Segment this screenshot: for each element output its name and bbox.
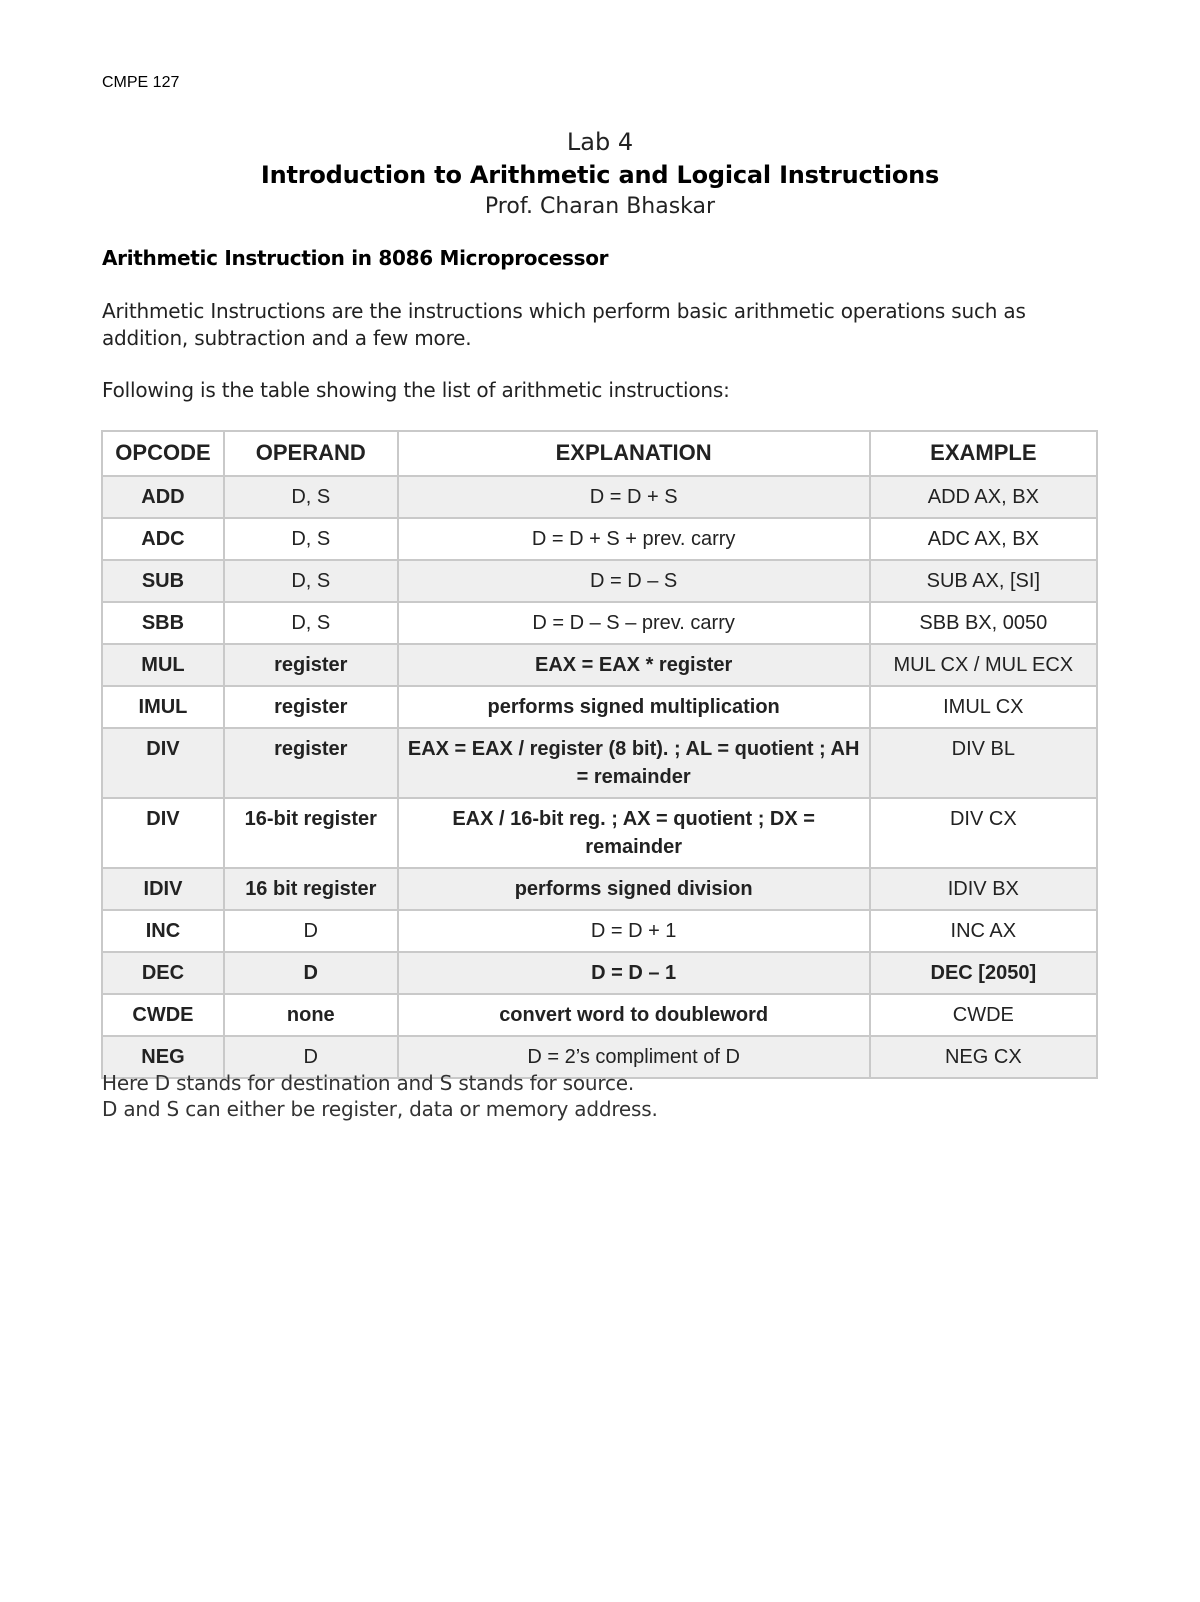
cell-example: DIV BL (870, 728, 1097, 798)
lab-title: Introduction to Arithmetic and Logical Instructions (260, 161, 940, 189)
cell-example: ADC AX, BX (870, 518, 1097, 560)
cell-opcode: ADD (102, 476, 224, 518)
cell-operand: D, S (224, 518, 398, 560)
cell-example: DEC [2050] (870, 952, 1097, 994)
cell-opcode: NEG (102, 1036, 224, 1078)
cell-operand: 16-bit register (224, 798, 398, 868)
cell-example: INC AX (870, 910, 1097, 952)
cell-explanation: EAX / 16-bit reg. ; AX = quotient ; DX = remainder (398, 798, 870, 868)
cell-explanation: EAX = EAX * register (398, 644, 870, 686)
table-header-row (102, 431, 1097, 476)
table-row (102, 798, 1097, 868)
cell-operand: register (224, 644, 398, 686)
header-explanation: EXPLANATION (398, 431, 870, 476)
cell-operand: register (224, 686, 398, 728)
lab-header (0, 126, 1200, 222)
cell-opcode: IMUL (102, 686, 224, 728)
cell-example: ADD AX, BX (870, 476, 1097, 518)
cell-explanation: performs signed multiplication (398, 686, 870, 728)
cell-operand: register (224, 728, 398, 798)
table-row (102, 560, 1097, 602)
cell-operand: D (224, 910, 398, 952)
cell-explanation: performs signed division (398, 868, 870, 910)
intro-paragraph: Arithmetic Instructions are the instructions which perform basic arithmetic operations such as addition, subtraction and a few more. (102, 299, 1026, 350)
table-row (102, 476, 1097, 518)
footnotes (102, 1070, 658, 1122)
cell-explanation: EAX = EAX / register (8 bit). ; AL = quotient ; AH = remainder (398, 728, 870, 798)
table-row (102, 602, 1097, 644)
cell-opcode: DIV (102, 728, 224, 798)
table-row (102, 952, 1097, 994)
cell-example: MUL CX / MUL ECX (870, 644, 1097, 686)
table-row (102, 728, 1097, 798)
cell-example: CWDE (870, 994, 1097, 1036)
cell-example: DIV CX (870, 798, 1097, 868)
cell-explanation: convert word to doubleword (398, 994, 870, 1036)
cell-explanation: D = D – 1 (398, 952, 870, 994)
cell-explanation: D = D – S (398, 560, 870, 602)
cell-opcode: IDIV (102, 868, 224, 910)
lab-number: Lab 4 (566, 128, 634, 156)
cell-operand: D, S (224, 476, 398, 518)
cell-operand: D, S (224, 560, 398, 602)
cell-opcode: MUL (102, 644, 224, 686)
table-row (102, 868, 1097, 910)
cell-example: IDIV BX (870, 868, 1097, 910)
cell-opcode: INC (102, 910, 224, 952)
cell-opcode: DIV (102, 798, 224, 868)
table-row (102, 910, 1097, 952)
table-row (102, 518, 1097, 560)
table-intro: Following is the table showing the list of arithmetic instructions: (102, 378, 730, 402)
cell-explanation: D = 2’s compliment of D (398, 1036, 870, 1078)
cell-opcode: ADC (102, 518, 224, 560)
table-row (102, 686, 1097, 728)
section-heading: Arithmetic Instruction in 8086 Microprocessor (102, 246, 609, 270)
cell-explanation: D = D + 1 (398, 910, 870, 952)
table-row (102, 644, 1097, 686)
course-code: CMPE 127 (102, 74, 180, 91)
cell-example: SUB AX, [SI] (870, 560, 1097, 602)
cell-explanation: D = D + S (398, 476, 870, 518)
cell-operand: none (224, 994, 398, 1036)
cell-opcode: SUB (102, 560, 224, 602)
cell-operand: D (224, 952, 398, 994)
cell-example: SBB BX, 0050 (870, 602, 1097, 644)
header-example: EXAMPLE (870, 431, 1097, 476)
cell-operand: 16 bit register (224, 868, 398, 910)
cell-operand: D, S (224, 602, 398, 644)
table-row (102, 994, 1097, 1036)
cell-example: IMUL CX (870, 686, 1097, 728)
cell-explanation: D = D – S – prev. carry (398, 602, 870, 644)
arithmetic-instruction-table (101, 430, 1098, 1079)
footnote-line: D and S can either be register, data or memory address. (102, 1097, 658, 1121)
header-operand: OPERAND (224, 431, 398, 476)
cell-opcode: DEC (102, 952, 224, 994)
cell-example: NEG CX (870, 1036, 1097, 1078)
cell-operand: D (224, 1036, 398, 1078)
cell-opcode: SBB (102, 602, 224, 644)
professor-name: Prof. Charan Bhaskar (484, 194, 716, 219)
cell-opcode: CWDE (102, 994, 224, 1036)
footnote-line: Here D stands for destination and S stands for source. (102, 1071, 635, 1095)
cell-explanation: D = D + S + prev. carry (398, 518, 870, 560)
header-opcode: OPCODE (102, 431, 224, 476)
